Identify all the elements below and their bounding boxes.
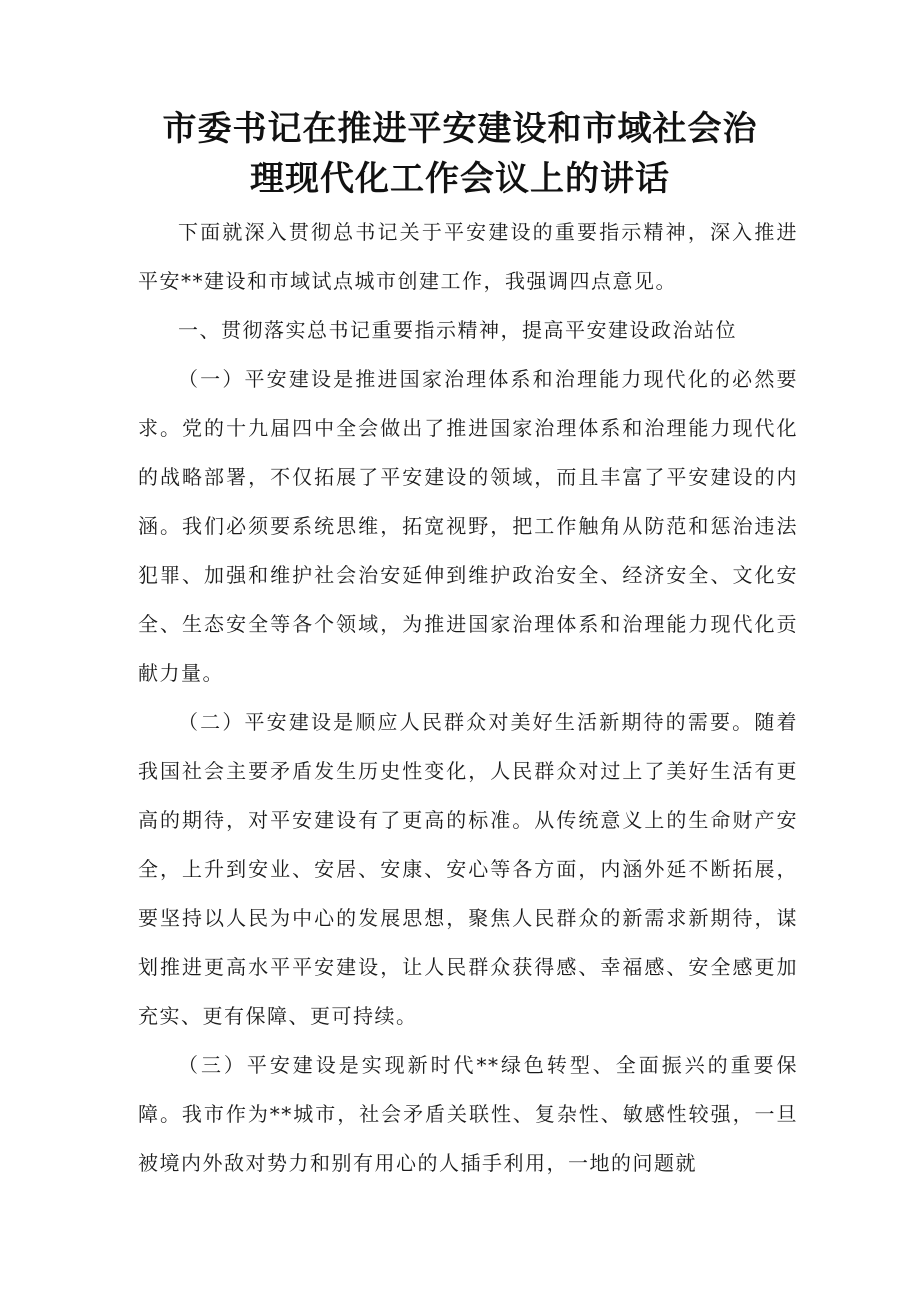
document-body bbox=[138, 208, 798, 1188]
paragraph-1: （一）平安建设是推进国家治理体系和治理能力现代化的必然要求。党的十九届四中全会做出了推进国家治理体系和治理能力现代化的战略部署，不仅拓展了平安建设的领域，而且丰富了平安建设的内涵。我们必须要系统思维，拓宽视野，把工作触角从防范和惩治违法犯罪、加强和维护社会治安延伸到维护政治安全、经济安全、文化安全、生态安全等各个领域，为推进国家治理体系和治理能力现代化贡献力量。 bbox=[138, 367, 798, 685]
intro-paragraph: 下面就深入贯彻总书记关于平安建设的重要指示精神，深入推进平安**建设和市域试点城市创建工作，我强调四点意见。 bbox=[138, 220, 798, 293]
title-line-2: 理现代化工作会议上的讲话 bbox=[250, 159, 670, 199]
section-heading: 一、贯彻落实总书记重要指示精神，提高平安建设政治站位 bbox=[178, 318, 737, 342]
document-title bbox=[120, 104, 800, 204]
title-line-1: 市委书记在推进平安建设和市域社会治 bbox=[162, 109, 758, 149]
paragraph-2: （二）平安建设是顺应人民群众对美好生活新期待的需要。随着我国社会主要矛盾发生历史性变化，人民群众对过上了美好生活有更高的期待，对平安建设有了更高的标准。从传统意义上的生命财产安全，上升到安业、安居、安康、安心等各方面，内涵外延不断拓展，要坚持以人民为中心的发展思想，聚焦人民群众的新需求新期待，谋划推进更高水平平安建设，让人民群众获得感、幸福感、安全感更加充实、更有保障、更可持续。 bbox=[138, 710, 798, 1028]
paragraph-3: （三）平安建设是实现新时代**绿色转型、全面振兴的重要保障。我市作为**城市，社会矛盾关联性、复杂性、敏感性较强，一旦被境内外敌对势力和别有用心的人插手利用，一地的问题就 bbox=[138, 1053, 798, 1175]
